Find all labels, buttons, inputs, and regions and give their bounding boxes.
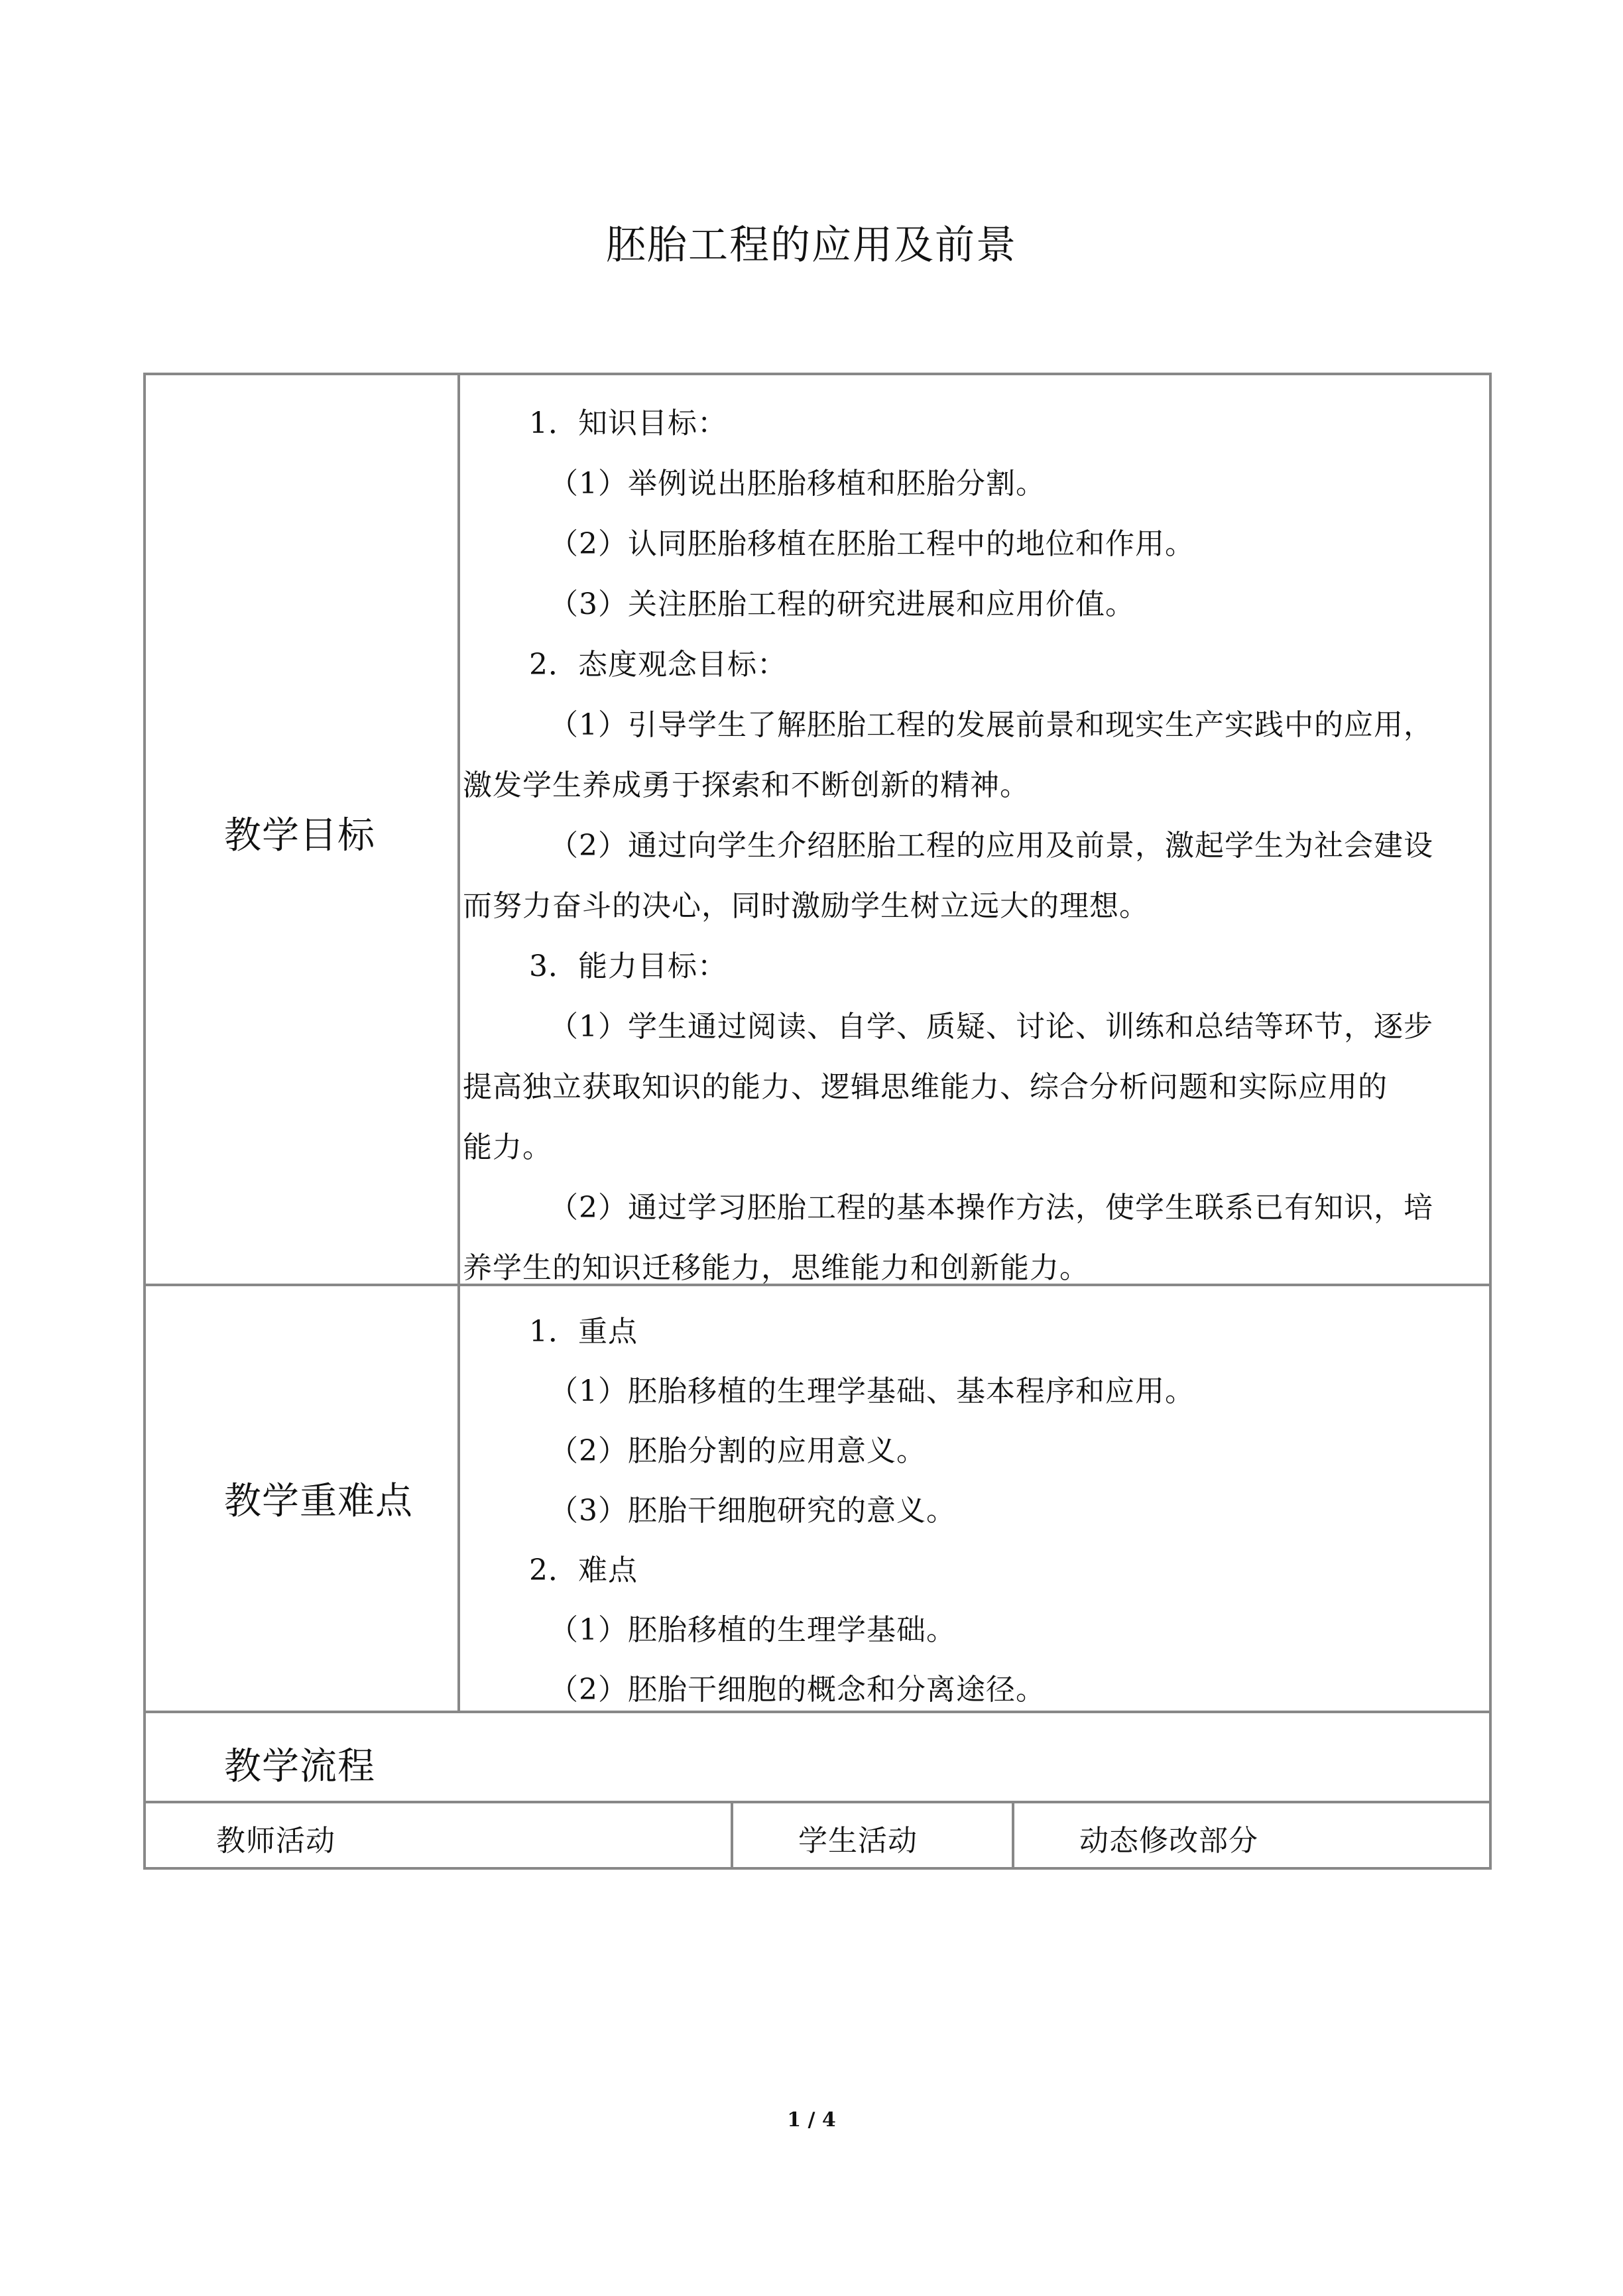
keypoints-row [143, 1284, 1492, 1711]
keypoint-item: （3）胚胎干细胞研究的意义。 [549, 1494, 956, 1528]
objectives-heading-knowledge: 1．知识目标： [529, 406, 727, 440]
dynamic-edit-header: 动态修改部分 [1079, 1824, 1258, 1858]
keypoints-content [463, 1286, 1489, 1711]
objectives-heading-ability: 3．能力目标： [529, 949, 727, 983]
flow-row [143, 1711, 1492, 1801]
difficulty-item: （1）胚胎移植的生理学基础。 [549, 1613, 956, 1647]
objective-item: （2）通过学习胚胎工程的基本操作方法，使学生联系已有知识，培 [549, 1191, 1433, 1225]
teacher-activity-cell [146, 1803, 733, 1867]
objective-item-cont: 能力。 [463, 1130, 552, 1164]
keypoint-item: （1）胚胎移植的生理学基础、基本程序和应用。 [549, 1374, 1195, 1408]
objectives-label-cell [146, 375, 460, 1284]
objective-item-cont: 激发学生养成勇于探索和不断创新的精神。 [463, 768, 1030, 802]
objective-item-cont: 提高独立获取知识的能力、逻辑思维能力、综合分析问题和实际应用的 [463, 1070, 1388, 1104]
student-activity-cell [733, 1803, 1014, 1867]
dynamic-edit-cell [1014, 1803, 1489, 1867]
objective-item: （1）引导学生了解胚胎工程的发展前景和现实生产实践中的应用， [549, 708, 1433, 742]
keypoints-label: 教学重难点 [224, 1480, 413, 1523]
objectives-label: 教学目标 [224, 814, 375, 857]
objective-item: （3）关注胚胎工程的研究进展和应用价值。 [549, 587, 1135, 621]
objective-item: （1）学生通过阅读、自学、质疑、讨论、训练和总结等环节，逐步 [549, 1010, 1433, 1044]
student-activity-header: 学生活动 [798, 1824, 918, 1858]
objective-item: （1）举例说出胚胎移植和胚胎分割。 [549, 467, 1046, 501]
objectives-row [143, 373, 1492, 1284]
difficulty-item: （2）胚胎干细胞的概念和分离途径。 [549, 1673, 1046, 1707]
objective-item-cont: 养学生的知识迁移能力，思维能力和创新能力。 [463, 1251, 1089, 1285]
objective-item-cont: 而努力奋斗的决心，同时激励学生树立远大的理想。 [463, 889, 1149, 923]
keypoints-label-cell [146, 1286, 460, 1711]
objectives-heading-attitude: 2．态度观念目标： [529, 648, 787, 682]
keypoints-heading-difficulty: 2．难点 [529, 1553, 638, 1587]
flow-label: 教学流程 [224, 1745, 375, 1788]
objectives-content [463, 375, 1489, 1284]
keypoints-heading-focus: 1．重点 [529, 1315, 638, 1349]
objective-item: （2）认同胚胎移植在胚胎工程中的地位和作用。 [549, 527, 1195, 561]
page-number: 1 / 4 [787, 2108, 836, 2132]
teacher-activity-header: 教师活动 [216, 1824, 335, 1858]
flow-header-row [143, 1801, 1492, 1870]
keypoint-item: （2）胚胎分割的应用意义。 [549, 1434, 926, 1468]
page-title: 胚胎工程的应用及前景 [606, 222, 1017, 269]
objective-item: （2）通过向学生介绍胚胎工程的应用及前景，激起学生为社会建设 [549, 829, 1433, 863]
